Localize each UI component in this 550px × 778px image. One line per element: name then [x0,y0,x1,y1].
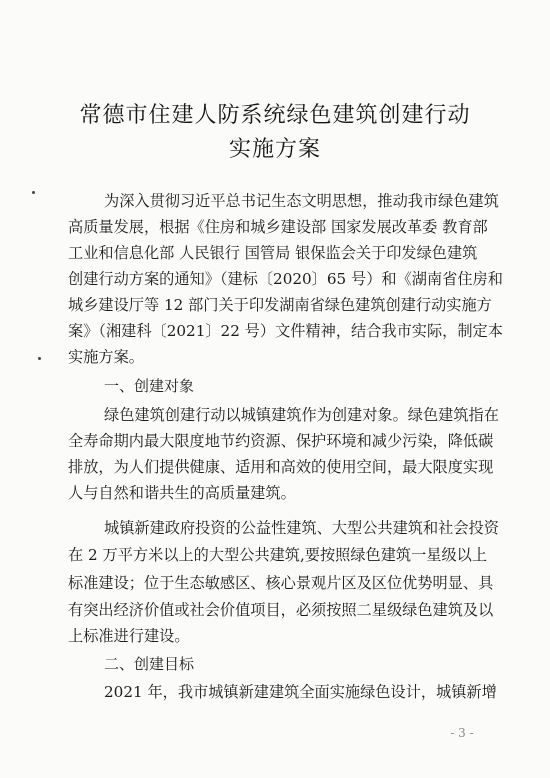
section-heading-1: 一、创建对象 [104,377,195,395]
paragraph-line: 实施方案。 [68,348,144,366]
scan-speck [32,191,35,194]
section-heading-2: 二、创建目标 [104,655,195,673]
document-title-line-1: 常德市住建人防系统绿色建筑创建行动 [79,103,471,128]
scan-speck [38,357,41,360]
paragraph-line: 城乡建设厅等 12 部门关于印发湖南省绿色建筑创建行动实施方 [68,296,492,314]
paragraph-line: 绿色建筑创建行动以城镇建筑作为创建对象。绿色建筑指在 [104,406,499,424]
paragraph-line: 工业和信息化部 人民银行 国管局 银保监会关于印发绿色建筑 [68,244,478,262]
paragraph-line: 高质量发展，根据《住房和城乡建设部 国家发展改革委 教育部 [68,218,488,236]
paragraph-line: 排放，为人们提供健康、适用和高效的使用空间，最大限度实现 [68,458,494,476]
paragraph-line: 有突出经济价值或社会价值项目，必须按照二星级绿色建筑及以 [68,601,494,619]
document-title-line-2: 实施方案 [228,137,321,162]
paragraph-line: 在 2 万平方米以上的大型公共建筑,要按照绿色建筑一星级以上 [68,546,488,564]
page-number: - 3 - [450,726,474,740]
paragraph-line: 标准建设；位于生态敏感区、核心景观片区及区位优势明显、具 [68,574,494,592]
paragraph-line: 上标准进行建设。 [68,627,190,645]
paragraph-line: 城镇新建政府投资的公益性建筑、大型公共建筑和社会投资 [104,519,499,537]
paragraph-line: 人与自然和谐共生的高质量建筑。 [68,484,296,502]
paragraph-line: 2021 年，我市城镇新建建筑全面实施绿色设计，城镇新增 [104,683,497,701]
paragraph-line: 为深入贯彻习近平总书记生态文明思想，推动我市绿色建筑 [104,192,499,210]
paragraph-line: 全寿命期内最大限度地节约资源、保护环境和减少污染，降低碳 [68,432,494,450]
paragraph-line: 案》（湘建科〔2021〕22 号）文件精神，结合我市实际，制定本 [68,322,503,340]
paragraph-line: 创建行动方案的通知》（建标〔2020〕65 号）和《湖南省住房和 [68,270,503,288]
